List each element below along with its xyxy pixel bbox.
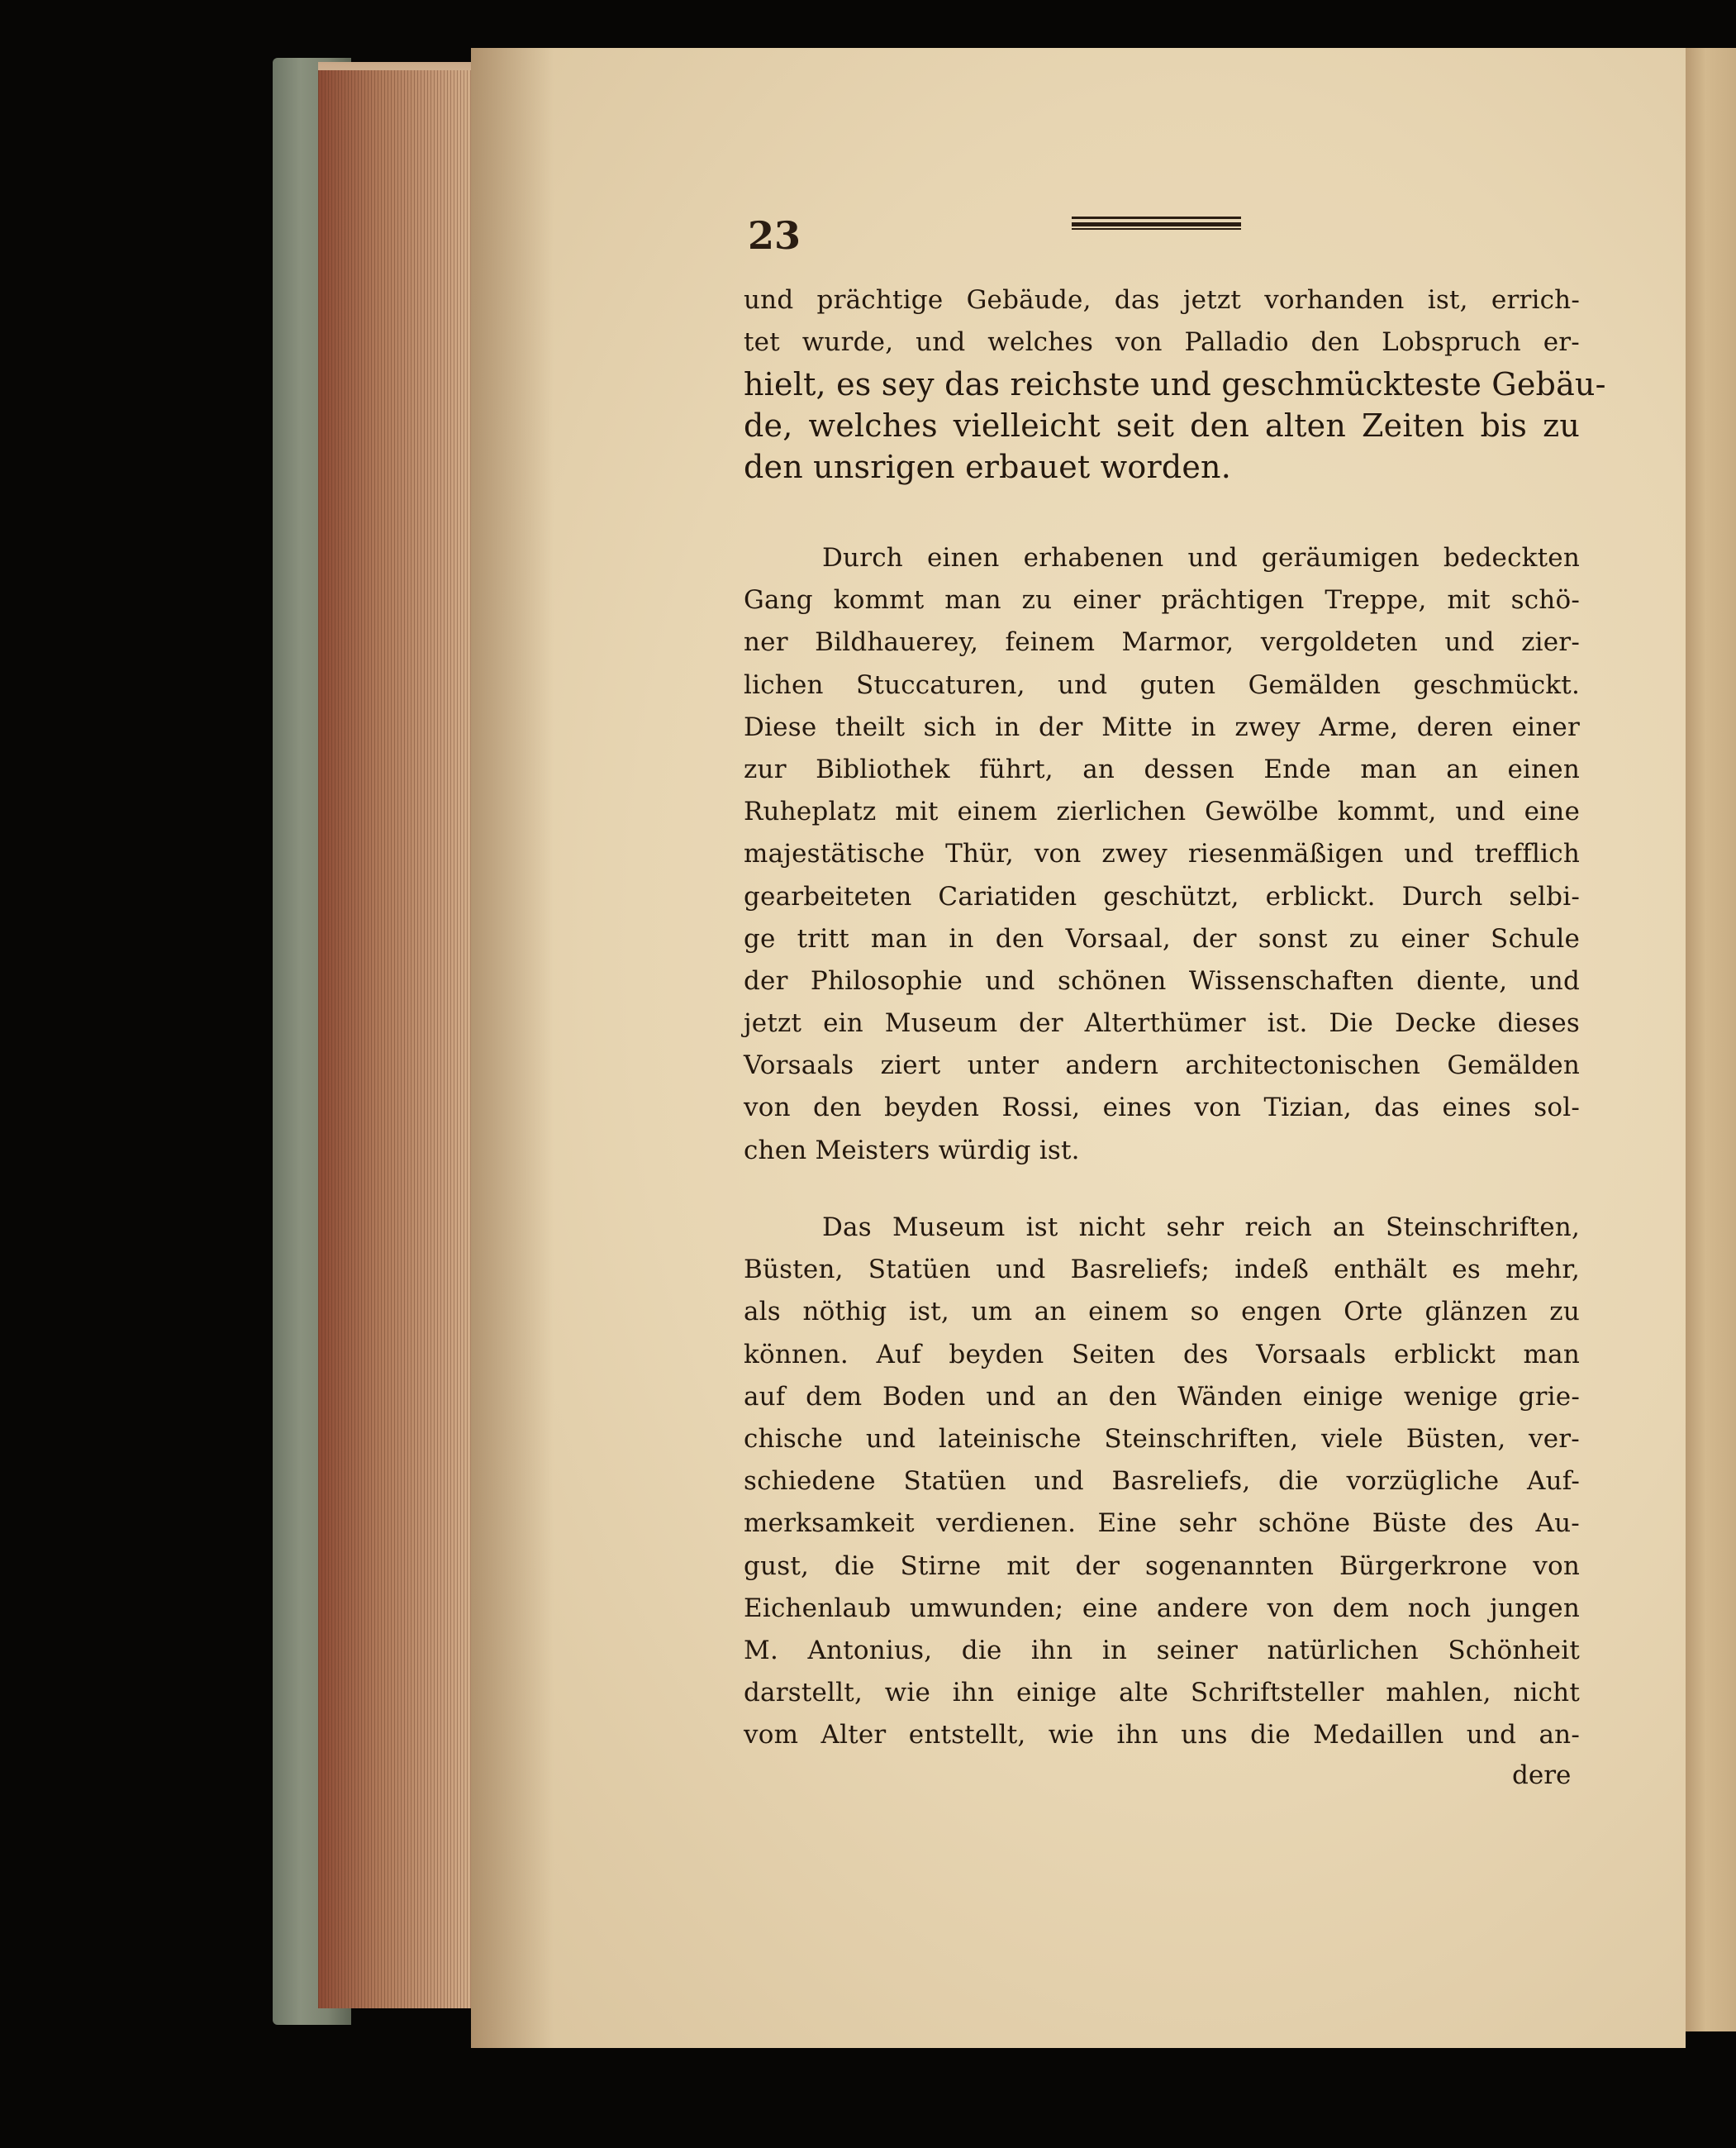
header-ornament-rule [1072,217,1241,230]
paragraph-2 [744,537,1580,1172]
text-line: chische und lateinische Steinschriften, viele Büsten, ver- [744,1423,1580,1454]
catchword: dere [1512,1760,1572,1790]
text-line: Eichenlaub umwunden; eine andere von dem noch jungen [744,1593,1580,1623]
paragraph-1 [744,279,1606,488]
text-line: schiedene Statüen und Basreliefs, die vorzügliche Auf- [744,1466,1580,1497]
page-number: 23 [748,213,801,258]
text-line: tet wurde, und welches von Palladio den Lobspruch er- [744,327,1580,358]
text-line: Das Museum ist nicht sehr reich an Steinschriften, [822,1212,1580,1242]
text-line: ner Bildhauerey, feinem Marmor, vergoldeten und zier- [744,627,1580,658]
paragraph-3 [744,1207,1580,1756]
text-line: von den beyden Rossi, eines von Tizian, das eines sol- [744,1093,1580,1123]
text-line: majestätische Thür, von zwey riesenmäßigen und trefflich [744,839,1580,869]
text-line: Büsten, Statüen und Basreliefs; indeß enthält es mehr, [744,1255,1580,1285]
text-line: vom Alter entstellt, wie ihn uns die Medaillen und an- [744,1720,1580,1750]
text-line: Ruheplatz mit einem zierlichen Gewölbe kommt, und eine [744,797,1580,827]
text-line: auf dem Boden und an den Wänden einige wenige grie- [744,1381,1580,1412]
text-line: den unsrigen erbauet worden. [744,449,1231,486]
text-line: de, welches vielleicht seit den alten Zeiten bis zu [744,407,1580,445]
text-line: Vorsaals ziert unter andern architectonischen Gemälden [744,1050,1580,1081]
text-line: Gang kommt man zu einer prächtigen Treppe, mit schö- [744,585,1580,616]
body-text [744,279,1606,1750]
text-line: gearbeiteten Cariatiden geschützt, erblickt. Durch selbi- [744,881,1580,912]
text-line: Diese theilt sich in der Mitte in zwey Arme, deren einer [744,712,1580,742]
gutter-shadow [471,48,554,2048]
text-line: jetzt ein Museum der Alterthümer ist. Die Decke dieses [744,1008,1580,1039]
text-line: gust, die Stirne mit der sogenannten Bürgerkrone von [744,1550,1580,1581]
text-line: chen Meisters würdig ist. [744,1135,1080,1165]
text-line: lichen Stuccaturen, und guten Gemälden geschmückt. [744,669,1580,700]
text-line: ge tritt man in den Vorsaal, der sonst zu einer Schule [744,923,1580,954]
text-line: Durch einen erhabenen und geräumigen bedeckten [822,543,1580,573]
text-line: M. Antonius, die ihn in seiner natürlichen Schönheit [744,1635,1580,1665]
text-line: zur Bibliothek führt, an dessen Ende man an einen [744,754,1580,784]
text-line: können. Auf beyden Seiten des Vorsaals erblickt man [744,1339,1580,1369]
text-line: und prächtige Gebäude, das jetzt vorhanden ist, errich- [744,285,1580,315]
text-line: als nöthig ist, um an einem so engen Orte glänzen zu [744,1297,1580,1327]
facing-page-edge [1686,48,1736,2031]
text-line: hielt, es sey das reichste und geschmückteste Gebäu- [744,366,1606,403]
text-line: merksamkeit verdienen. Eine sehr schöne Büste des Au- [744,1508,1580,1539]
text-line: der Philosophie und schönen Wissenschaften diente, und [744,965,1580,996]
text-line: darstellt, wie ihn einige alte Schriftsteller mahlen, nicht [744,1678,1580,1708]
